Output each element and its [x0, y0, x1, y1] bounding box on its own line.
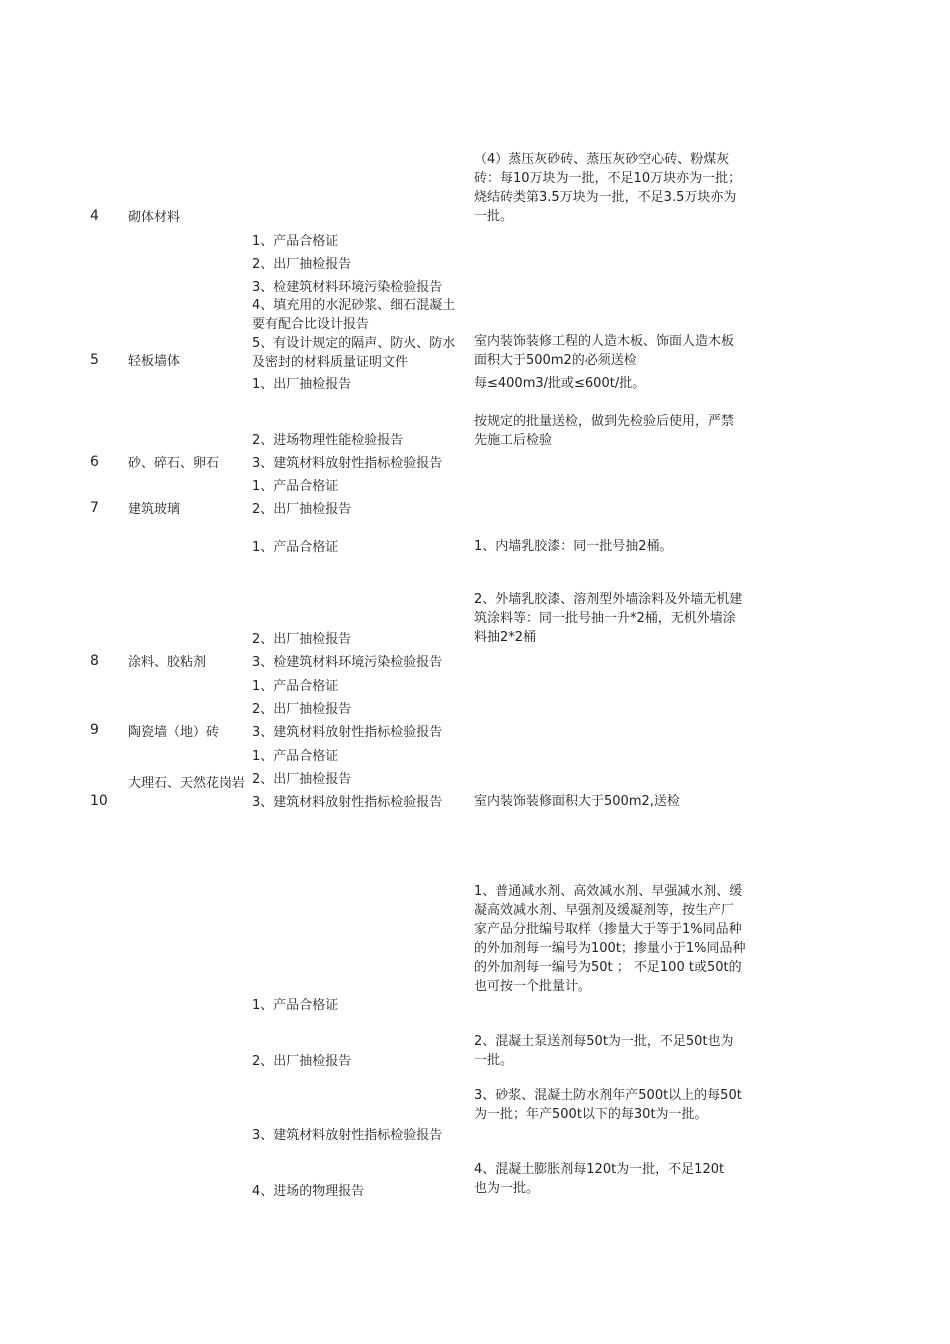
row-10-doc-3: 3、建筑材料放射性指标检验报告	[252, 795, 443, 810]
row-10-doc-1: 1、产品合格证	[252, 749, 339, 764]
row-6-doc-2: 2、进场物理性能检验报告	[252, 433, 404, 448]
row-8-material-name: 涂料、胶粘剂	[128, 655, 207, 670]
row-10-material-name: 大理石、天然花岗岩	[128, 776, 246, 791]
row-8-batch-rule-2: 2、外墙乳胶漆、溶剂型外墙涂料及外墙无机建筑涂料等：同一批号抽一升*2桶，无机外墙涂料抽2*2桶	[474, 592, 743, 645]
row-11-doc-2: 2、出厂抽检报告	[252, 1054, 352, 1069]
row-6-batch-rule-1: 每≤400m3/批或≤600t/批。	[474, 376, 646, 391]
row-11-doc-1: 1、产品合格证	[252, 998, 339, 1013]
row-6-number: 6	[90, 454, 99, 470]
row-8-batch-rule-1: 1、内墙乳胶漆：同一批号抽2桶。	[474, 539, 673, 554]
row-9-number: 9	[90, 722, 99, 738]
row-10-number: 10	[90, 793, 108, 809]
row-6-batch-rule-2: 按规定的批量送检，做到先检验后使用，严禁先施工后检验	[474, 414, 735, 448]
row-10-doc-2: 2、出厂抽检报告	[252, 772, 352, 787]
row-6-doc-3: 3、建筑材料放射性指标检验报告	[252, 456, 443, 471]
row-4-number: 4	[90, 208, 99, 224]
row-11-batch-rule-2: 2、混凝土泵送剂每50t为一批，不足50t也为一批。	[474, 1034, 734, 1068]
row-9-doc-3: 3、建筑材料放射性指标检验报告	[252, 725, 443, 740]
row-5-doc-3: 3、检建筑材料环境污染检验报告	[252, 280, 443, 295]
row-5-batch-rule: 室内装饰装修工程的人造木板、饰面人造木板面积大于500m2的必须送检	[474, 334, 735, 368]
row-5-doc-1: 1、产品合格证	[252, 234, 339, 249]
row-11-batch-rule-4: 4、混凝土膨胀剂每120t为一批，不足120t也为一批。	[474, 1162, 725, 1196]
row-8-doc-3: 3、检建筑材料环境污染检验报告	[252, 655, 443, 670]
row-5-doc-2: 2、出厂抽检报告	[252, 257, 352, 272]
row-8-number: 8	[90, 653, 99, 669]
row-5-number: 5	[90, 352, 99, 368]
row-7-doc-2: 2、出厂抽检报告	[252, 502, 352, 517]
row-5-doc-5: 5、有设计规定的隔声、防火、防水及密封的材料质量证明文件	[252, 336, 456, 370]
row-11-batch-rule-3: 3、砂浆、混凝土防水剂年产500t以上的每50t为一批；年产500t以下的每30t为一批。	[474, 1088, 742, 1122]
row-10-batch-rule: 室内装饰装修面积大于500m2,送检	[474, 794, 680, 809]
row-8-doc-2: 2、出厂抽检报告	[252, 632, 352, 647]
row-9-material-name: 陶瓷墙（地）砖	[128, 725, 220, 740]
row-4-batch-rule: （4）蒸压灰砂砖、蒸压灰砂空心砖、粉煤灰砖：每10万块为一批，不足10万块亦为一批；烧结砖类第3.5万块为一批，不足3.5万块亦为一批。	[474, 152, 742, 224]
row-11-batch-rule-1: 1、普通减水剂、高效减水剂、早强减水剂、缓凝高效减水剂、早强剂及缓凝剂等，按生产厂家产品分批编号取样（掺量大于等于1%同品种的外加剂每一编号为100t；掺量小于1%同品种的外加剂每一编号为50t ； 不足100 t或50t的也可按一个批量计。	[474, 884, 746, 994]
row-9-doc-1: 1、产品合格证	[252, 679, 339, 694]
row-7-doc-1: 1、产品合格证	[252, 479, 339, 494]
row-4-material-name: 砌体材料	[128, 210, 181, 225]
row-6-material-name: 砂、碎石、卵石	[128, 456, 220, 471]
row-11-doc-4: 4、进场的物理报告	[252, 1184, 365, 1199]
row-5-material-name: 轻板墙体	[128, 354, 181, 369]
row-5-doc-4: 4、填充用的水泥砂浆、细石混凝土要有配合比设计报告	[252, 298, 456, 332]
row-9-doc-2: 2、出厂抽检报告	[252, 702, 352, 717]
row-6-doc-1: 1、出厂抽检报告	[252, 377, 352, 392]
row-11-doc-3: 3、建筑材料放射性指标检验报告	[252, 1128, 443, 1143]
row-8-doc-1: 1、产品合格证	[252, 540, 339, 555]
row-7-material-name: 建筑玻璃	[128, 502, 181, 517]
row-7-number: 7	[90, 500, 99, 516]
